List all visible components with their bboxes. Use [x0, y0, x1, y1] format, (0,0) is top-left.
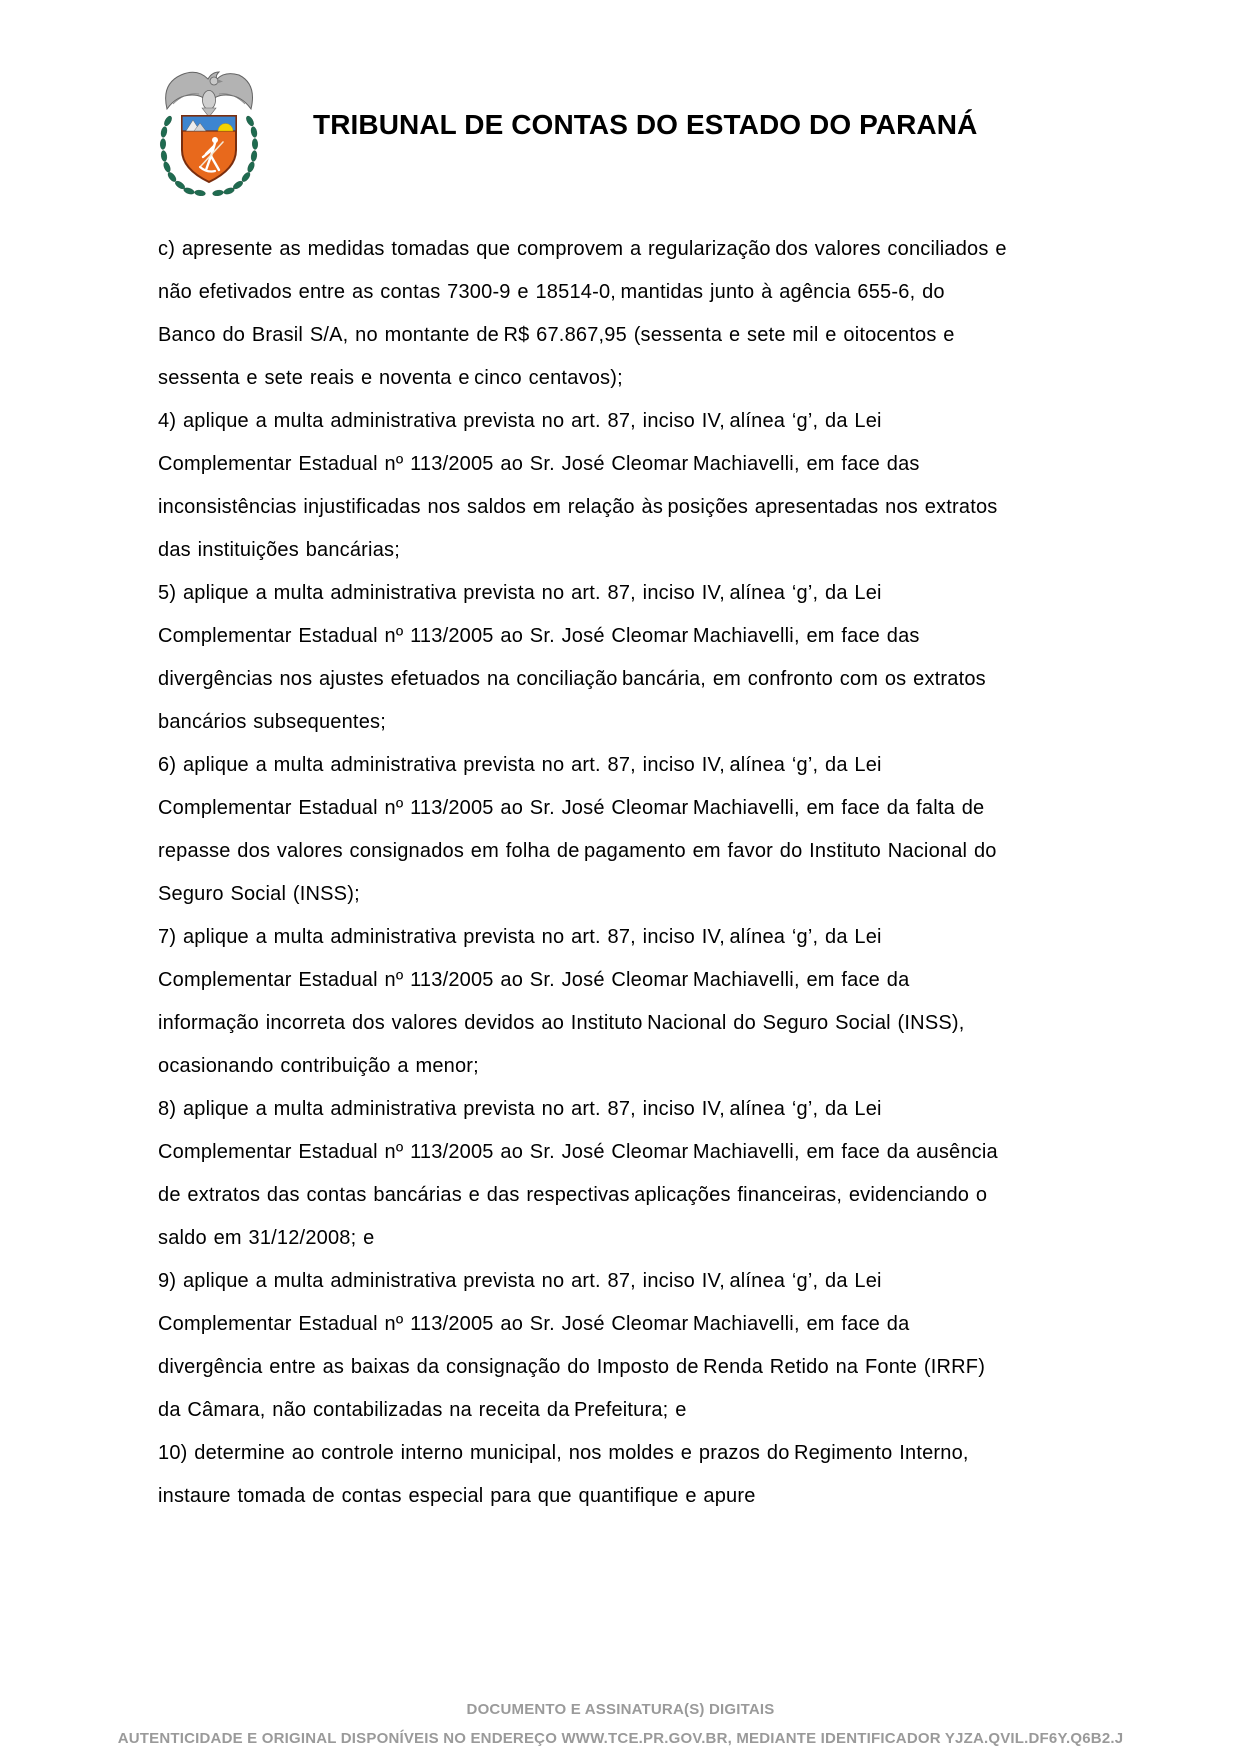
text-line: Machiavelli, em face da ausência de extratos das contas bancárias e das respectivas: [158, 1141, 998, 1206]
text-line: alínea ‘g’, da Lei Complementar Estadual nº 113/2005 ao Sr. José Cleomar: [158, 582, 882, 647]
text-line: c) apresente as medidas tomadas que comprovem a regularização: [158, 238, 771, 260]
shield-icon: [182, 116, 236, 182]
eagle-icon: [166, 72, 253, 117]
text-line: alínea ‘g’, da Lei Complementar Estadual nº 113/2005 ao Sr. José Cleomar: [158, 926, 882, 991]
text-line: 4) aplique a multa administrativa prevista no art. 87, inciso IV,: [158, 410, 725, 432]
text-line: posições apresentadas nos extratos das instituições bancárias;: [158, 496, 998, 561]
text-line: Nacional do Seguro Social (INSS), ocasionando contribuição a menor;: [158, 1012, 965, 1077]
text-line: 7) aplique a multa administrativa prevista no art. 87, inciso IV,: [158, 926, 725, 948]
page-title: TRIBUNAL DE CONTAS DO ESTADO DO PARANÁ: [313, 109, 978, 140]
paragraph-10: [158, 1432, 1007, 1518]
paragraph-6: [158, 744, 1007, 916]
text-line: 5) aplique a multa administrativa prevista no art. 87, inciso IV,: [158, 582, 725, 604]
text-line: aplicações financeiras, evidenciando o saldo em 31/12/2008; e: [158, 1184, 988, 1249]
document-footer: [0, 1700, 1241, 1748]
parana-coat-of-arms-logo: [155, 64, 263, 196]
paragraph-c: [158, 228, 1007, 400]
paragraph-5: [158, 572, 1007, 744]
text-line: bancária, em confronto com os extratos bancários subsequentes;: [158, 668, 986, 733]
footer-line-1: DOCUMENTO E ASSINATURA(S) DIGITAIS: [466, 1701, 775, 1718]
text-line: alínea ‘g’, da Lei Complementar Estadual nº 113/2005 ao Sr. José Cleomar: [158, 410, 882, 475]
text-line: alínea ‘g’, da Lei Complementar Estadual nº 113/2005 ao Sr. José Cleomar: [158, 1270, 882, 1335]
text-line: alínea ‘g’, da Lei Complementar Estadual nº 113/2005 ao Sr. José Cleomar: [158, 1098, 882, 1163]
paragraph-8: [158, 1088, 1007, 1260]
text-line: Machiavelli, em face da divergência entre as baixas da consignação do Imposto de: [158, 1313, 910, 1378]
text-line: 9) aplique a multa administrativa prevista no art. 87, inciso IV,: [158, 1270, 725, 1292]
text-line: alínea ‘g’, da Lei Complementar Estadual nº 113/2005 ao Sr. José Cleomar: [158, 754, 882, 819]
text-line: cinco centavos);: [474, 367, 623, 389]
paragraph-4: [158, 400, 1007, 572]
coat-of-arms-icon: [155, 64, 263, 196]
text-line: 6) aplique a multa administrativa prevista no art. 87, inciso IV,: [158, 754, 725, 776]
text-line: 8) aplique a multa administrativa prevista no art. 87, inciso IV,: [158, 1098, 725, 1120]
text-line: Prefeitura; e: [573, 1399, 687, 1421]
text-line: Machiavelli, em face da falta de repasse dos valores consignados em folha de: [158, 797, 985, 862]
text-line: 10) determine ao controle interno municipal, nos moldes e prazos do: [158, 1442, 790, 1464]
text-line: Renda Retido na Fonte (IRRF) da Câmara, não contabilizadas na receita da: [158, 1356, 986, 1421]
text-line: Regimento Interno, instaure tomada de contas especial para que quantifique e apure: [158, 1442, 969, 1507]
text-line: mantidas junto à agência 655-6, do Banco do Brasil S/A, no montante de: [158, 281, 945, 346]
footer-line-2: AUTENTICIDADE E ORIGINAL DISPONÍVEIS NO ENDEREÇO WWW.TCE.PR.GOV.BR, MEDIANTE IDENTIFICADOR YJZA.QVIL.DF6Y.Q6B2.J: [117, 1730, 1124, 1747]
text-line: Machiavelli, em face das inconsistências injustificadas nos saldos em relação às: [158, 453, 920, 518]
paragraph-7: [158, 916, 1007, 1088]
text-line: pagamento em favor do Instituto Nacional do Seguro Social (INSS);: [158, 840, 997, 905]
text-line: dos valores conciliados e não efetivados entre as contas 7300-9 e 18514-0,: [158, 238, 1007, 303]
paragraph-9: [158, 1260, 1007, 1432]
text-line: Machiavelli, em face das divergências nos ajustes efetuados na conciliação: [158, 625, 920, 690]
text-line: Machiavelli, em face da informação incorreta dos valores devidos ao Instituto: [158, 969, 910, 1034]
text-line: R$ 67.867,95 (sessenta e sete mil e oitocentos e sessenta e sete reais e noventa e: [158, 324, 955, 389]
document-body: [158, 228, 1007, 1518]
